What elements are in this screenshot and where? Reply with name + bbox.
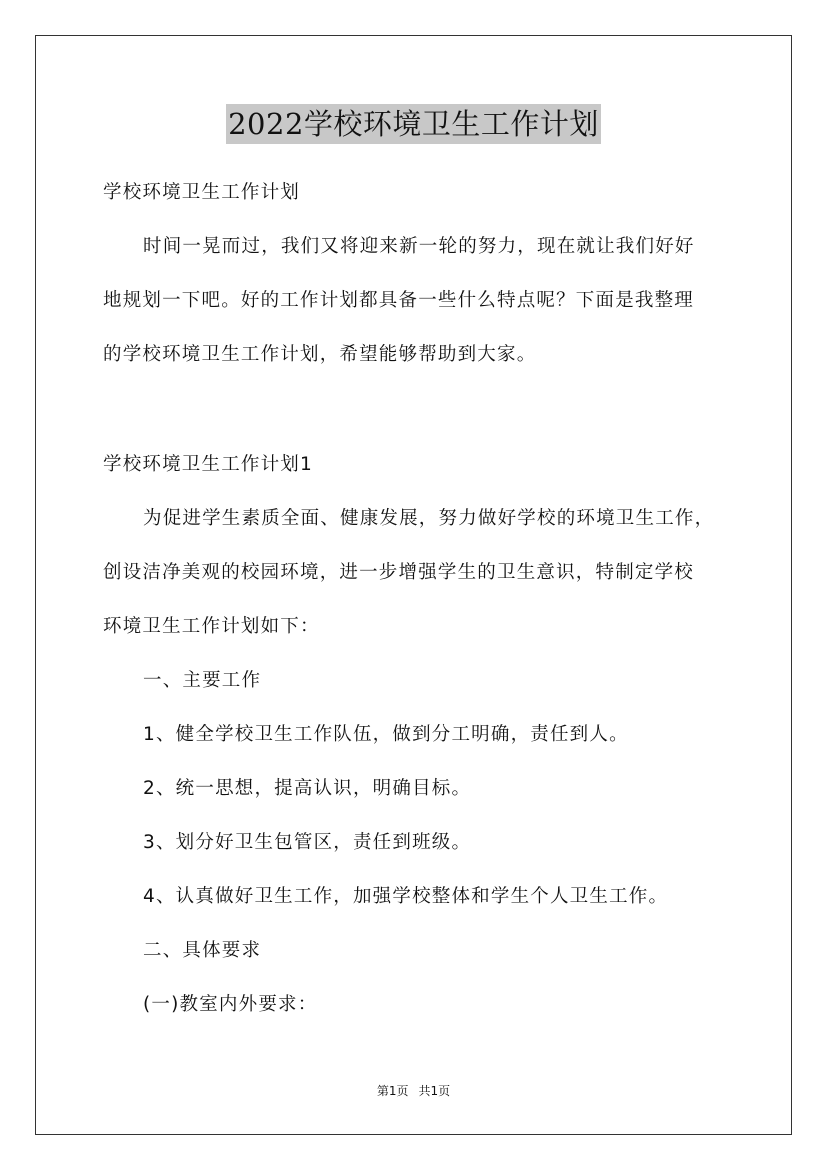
intro-line-2: 地规划一下吧。好的工作计划都具备一些什么特点呢？下面是我整理 bbox=[103, 290, 695, 311]
page-total: 共1页 bbox=[418, 1084, 451, 1098]
intro-line-3: 的学校环境卫生工作计划，希望能够帮助到大家。 bbox=[103, 344, 537, 365]
section-paragraph-line-1: 为促进学生素质全面、健康发展，努力做好学校的环境卫生工作， bbox=[143, 508, 715, 529]
list-item: 4、认真做好卫生工作，加强学校整体和学生个人卫生工作。 bbox=[143, 886, 669, 907]
section-paragraph-line-3: 环境卫生工作计划如下： bbox=[103, 616, 320, 637]
list-item: 1、健全学校卫生工作队伍，做到分工明确，责任到人。 bbox=[143, 724, 629, 745]
intro-line-1: 时间一晃而过，我们又将迎来新一轮的努力，现在就让我们好好 bbox=[143, 236, 695, 257]
section-heading: 学校环境卫生工作计划1 bbox=[103, 454, 313, 475]
part2-heading: 二、具体要求 bbox=[143, 940, 262, 961]
part1-heading: 一、主要工作 bbox=[143, 670, 262, 691]
document-title: 2022学校环境卫生工作计划 bbox=[226, 104, 601, 144]
document-title-wrapper bbox=[0, 104, 827, 144]
sub-heading: (一)教室内外要求： bbox=[143, 994, 318, 1015]
list-item: 2、统一思想，提高认识，明确目标。 bbox=[143, 778, 472, 799]
subtitle: 学校环境卫生工作计划 bbox=[103, 182, 301, 203]
page-footer bbox=[0, 1083, 827, 1099]
page-number: 第1页 bbox=[376, 1084, 409, 1098]
list-item: 3、划分好卫生包管区，责任到班级。 bbox=[143, 832, 472, 853]
section-paragraph-line-2: 创设洁净美观的校园环境，进一步增强学生的卫生意识，特制定学校 bbox=[103, 562, 695, 583]
